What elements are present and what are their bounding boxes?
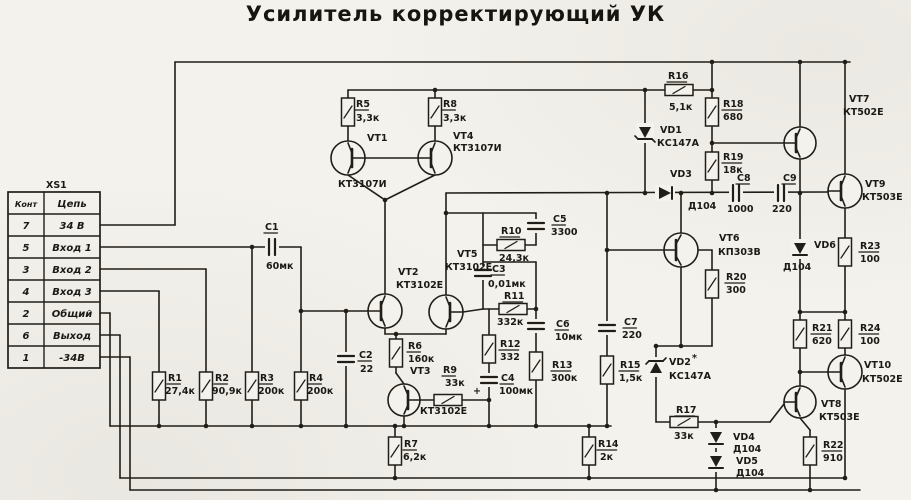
component-label: 160к: [408, 354, 435, 365]
connector-cell: 34 В: [59, 221, 85, 232]
component-label: 60мк: [266, 261, 294, 272]
resistor-R9: [434, 395, 462, 406]
resistor-R3: [246, 372, 259, 400]
connector-cell: 2: [22, 309, 30, 320]
resistor-R23: [839, 238, 852, 266]
wire: [385, 175, 435, 200]
component-label: C6: [556, 319, 570, 330]
transistor-VT3: [388, 384, 420, 416]
component-label: R5: [356, 99, 370, 110]
resistor-R19: [706, 152, 719, 180]
component-label: C9: [783, 173, 797, 184]
component-label: VT7: [849, 94, 870, 105]
component-label: C4: [501, 373, 515, 384]
component-label: КТ3102Е: [396, 280, 444, 291]
transistor-VT6: [664, 233, 698, 267]
transistor-VT4: [418, 141, 452, 175]
component-label: Д104: [783, 262, 812, 273]
resistor-R18: [706, 98, 719, 126]
component-label: VD2: [669, 357, 691, 368]
component-label: R17: [676, 405, 697, 416]
component-label: +: [473, 386, 481, 397]
connector-cell: Вход 1: [52, 243, 92, 254]
wire: [770, 404, 784, 422]
component-label: R15: [620, 360, 641, 371]
transistor-VT7: [784, 127, 816, 159]
component-label: 3,3к: [443, 113, 467, 124]
capacitor-C8: [729, 183, 743, 203]
resistor-R5: [342, 98, 355, 126]
connector-cell: Вход 3: [52, 287, 92, 298]
component-label: 680: [723, 112, 743, 123]
component-label: R14: [598, 439, 619, 450]
component-label: 24,3к: [499, 253, 529, 264]
transistor-VT10: [828, 355, 862, 389]
capacitor-C5: [526, 219, 546, 233]
component-label: VT1: [367, 133, 388, 144]
component-label: R8: [443, 99, 457, 110]
component-label: R2: [215, 373, 229, 384]
component-label: 220: [622, 330, 642, 341]
component-label: 100мк: [499, 386, 534, 397]
transistor-VT2: [368, 294, 402, 328]
component-label: 300к: [551, 373, 578, 384]
component-label: 1000: [727, 204, 754, 215]
connector-cell: Вход 2: [52, 265, 92, 276]
component-label: C8: [737, 173, 751, 184]
component-label: VT10: [864, 360, 892, 371]
resistor-R12: [483, 335, 496, 363]
resistor-R24: [839, 320, 852, 348]
resistor-R13: [530, 352, 543, 380]
component-label: VT5: [457, 249, 478, 260]
capacitor-C1: [265, 237, 279, 257]
component-label: 200к: [258, 386, 285, 397]
diode-VD5: [707, 452, 725, 472]
component-label: КТ3107И: [338, 179, 387, 190]
component-label: 27,4к: [165, 386, 195, 397]
component-label: 100: [860, 336, 880, 347]
connector-cell: 5: [22, 243, 30, 254]
component-label: C1: [265, 222, 279, 233]
component-label: 200к: [307, 386, 334, 397]
component-label: C3: [492, 264, 506, 275]
connector-cell: 3: [22, 265, 30, 276]
resistor-R10: [497, 240, 525, 251]
transistor-VT5: [429, 295, 463, 329]
transistor-VT9: [828, 174, 862, 208]
component-label: R3: [260, 373, 274, 384]
component-label: C2: [359, 350, 373, 361]
component-label: R23: [860, 241, 881, 252]
resistor-R11: [499, 304, 527, 315]
component-label: VT3: [410, 366, 431, 377]
component-label: R24: [860, 323, 881, 334]
connector-cell: -34В: [59, 353, 85, 364]
component-label: VD4: [733, 432, 755, 443]
component-label: 3300: [551, 227, 578, 238]
component-label: R10: [501, 226, 522, 237]
component-label: VT8: [821, 399, 842, 410]
component-label: 910: [823, 453, 843, 464]
component-label: VT6: [719, 233, 740, 244]
component-label: R13: [552, 360, 573, 371]
component-label: C7: [624, 317, 638, 328]
component-label: VT2: [398, 267, 419, 278]
zener-VD2: [646, 357, 666, 377]
component-label: 18к: [723, 165, 743, 176]
component-label: 300: [726, 285, 746, 296]
capacitor-C9: [774, 183, 788, 203]
transistor-VT8: [784, 386, 816, 418]
component-label: VD5: [736, 456, 758, 467]
component-label: R1: [168, 373, 182, 384]
component-label: 0,01мк: [488, 279, 526, 290]
component-label: КТ502Е: [862, 374, 903, 385]
component-label: 33к: [674, 431, 694, 442]
connector-cell: 1: [22, 353, 30, 364]
component-label: R21: [812, 323, 833, 334]
component-label: КТ503Е: [862, 192, 903, 203]
component-label: VD1: [660, 125, 682, 136]
component-label: VT4: [453, 131, 474, 142]
component-label: VD3: [670, 169, 692, 180]
wire: [396, 373, 404, 384]
component-label: R9: [443, 365, 457, 376]
component-label: 6,2к: [403, 452, 427, 463]
connector-cell: 7: [22, 221, 30, 232]
resistor-R21: [794, 320, 807, 348]
component-label: 90,9к: [212, 386, 242, 397]
connector-cell: 6: [22, 331, 30, 342]
resistor-R1: [153, 372, 166, 400]
wire: [446, 192, 828, 193]
zener-VD1: [635, 123, 655, 143]
diode-VD3: [655, 185, 675, 201]
resistor-R7: [389, 437, 402, 465]
component-label: 22: [360, 364, 374, 375]
component-label: КП303В: [718, 247, 761, 258]
component-label: C5: [553, 214, 567, 225]
connector-cell: Общий: [51, 309, 93, 320]
component-label: КТ502Е: [843, 107, 884, 118]
component-label: КС147А: [669, 371, 711, 382]
component-label: 332к: [497, 317, 524, 328]
component-label: 332: [500, 352, 520, 363]
component-label: R16: [668, 71, 689, 82]
component-label: 100: [860, 254, 880, 265]
component-label: R6: [408, 341, 422, 352]
component-label: 1,5к: [619, 373, 643, 384]
resistor-R15: [601, 356, 614, 384]
component-label: R11: [504, 291, 525, 302]
resistor-R2: [200, 372, 213, 400]
capacitor-C6: [526, 319, 546, 333]
resistor-R17: [670, 417, 698, 428]
component-label: VD6: [814, 240, 836, 251]
component-label: R18: [723, 99, 744, 110]
capacitor-C4: [479, 373, 499, 387]
component-label: Д104: [688, 201, 717, 212]
component-label: 3,3к: [356, 113, 380, 124]
resistor-R6: [390, 339, 403, 367]
component-label: 5,1к: [669, 102, 693, 113]
resistor-R4: [295, 372, 308, 400]
resistor-R16: [665, 85, 693, 96]
transistor-VT1: [331, 141, 365, 175]
resistor-R8: [429, 98, 442, 126]
diode-VD4: [707, 428, 725, 448]
connector-cell: Выход: [52, 331, 92, 342]
component-label: R22: [823, 440, 844, 451]
component-label: VT9: [865, 179, 886, 190]
component-label: 620: [812, 336, 832, 347]
component-label: R4: [309, 373, 323, 384]
component-label: Д104: [736, 468, 765, 479]
schematic-title: Усилитель корректирующий УК: [245, 2, 666, 26]
component-label: 10мк: [555, 332, 583, 343]
component-label: *: [692, 353, 697, 364]
diode-VD6: [791, 239, 809, 259]
wire: [463, 309, 483, 312]
component-label: КТ3107И: [453, 143, 502, 154]
component-label: 33к: [445, 378, 465, 389]
connector-table: [8, 192, 100, 368]
connector-cell: Конт: [14, 200, 38, 209]
resistor-R20: [706, 270, 719, 298]
component-label: R20: [726, 272, 747, 283]
component-label: КТ503Е: [819, 412, 860, 423]
connector-cell: Цепь: [57, 199, 87, 210]
connector-cell: 4: [22, 287, 30, 298]
component-label: КТ3102Е: [420, 406, 468, 417]
component-label: 220: [772, 204, 792, 215]
capacitor-C2: [336, 352, 356, 366]
component-label: R12: [500, 339, 521, 350]
capacitor-C7: [597, 321, 617, 335]
component-label: XS1: [46, 180, 67, 191]
component-label: 2к: [600, 452, 614, 463]
resistor-R22: [804, 437, 817, 465]
component-label: R19: [723, 152, 744, 163]
component-label: КТ3102Е: [445, 262, 493, 273]
component-label: Д104: [733, 444, 762, 455]
component-label: R7: [404, 439, 418, 450]
wire: [800, 418, 810, 430]
component-label: КС147А: [657, 138, 699, 149]
resistor-R14: [583, 437, 596, 465]
